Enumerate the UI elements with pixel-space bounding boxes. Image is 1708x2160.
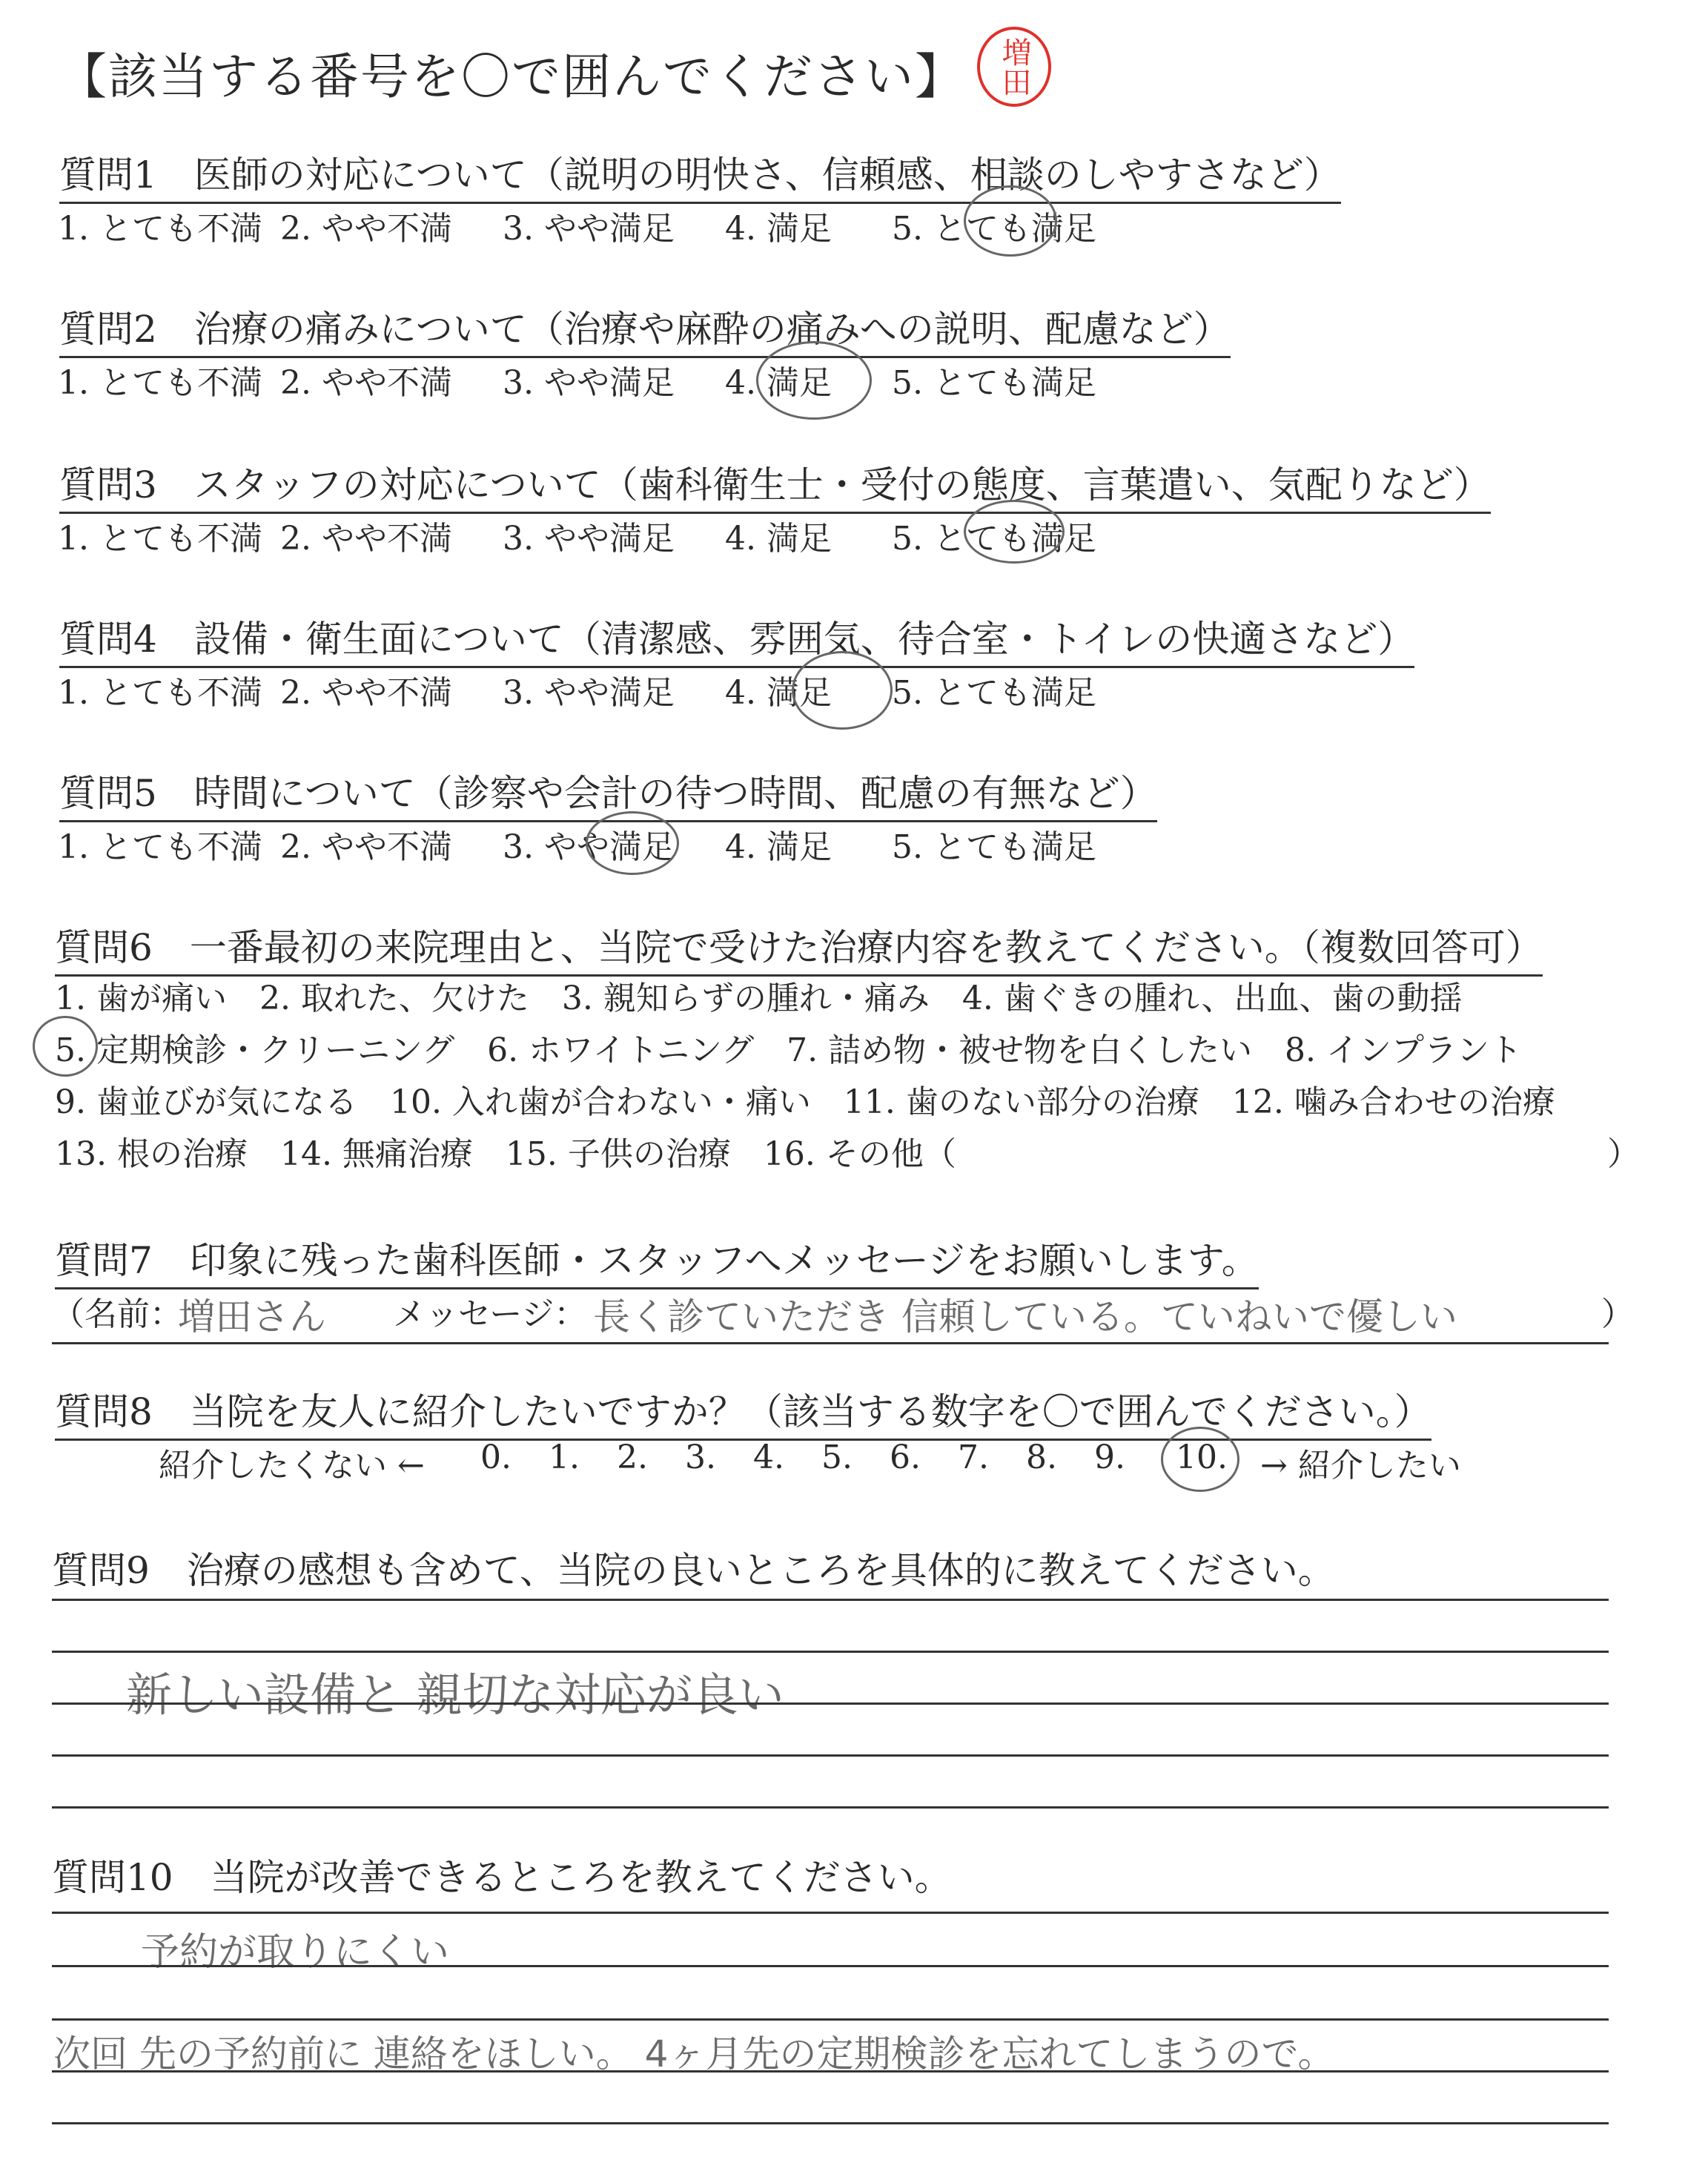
q3-option-4[interactable]: 4. 満足 (725, 520, 832, 558)
q8-scale-2[interactable]: 2. (617, 1439, 648, 1476)
q4-option-2[interactable]: 2. やや不満 (280, 674, 452, 712)
q4-options (58, 666, 1096, 713)
q10-line-1 (52, 1912, 1609, 1914)
q2-options (58, 356, 1096, 403)
q1-heading: 質問1 医師の対応について（説明の明快さ、信頼感、相談のしやすさなど） (59, 145, 1341, 204)
q3-option-3[interactable]: 3. やや満足 (503, 520, 675, 558)
page-title: 【該当する番号を〇で囲んでください】 (58, 48, 965, 105)
q9-line-4 (52, 1754, 1609, 1757)
q5-option-1[interactable]: 1. とても不満 (58, 828, 262, 866)
q6-row-1: 1. 歯が痛い 2. 取れた、欠けた 3. 親知らずの腫れ・痛み 4. 歯ぐきの腫れ、出血、歯の動揺 (55, 980, 1463, 1017)
q2-option-2[interactable]: 2. やや不満 (280, 364, 452, 402)
q6-row-3: 9. 歯並びが気になる 10. 入れ歯が合わない・痛い 11. 歯のない部分の治療 12. 噛み合わせの治療 (55, 1083, 1555, 1121)
q2-option-1[interactable]: 1. とても不満 (58, 364, 262, 402)
q4-heading: 質問4 設備・衛生面について（清潔感、雰囲気、待合室・トイレの快適さなど） (59, 610, 1414, 668)
q8-scale-3[interactable]: 3. (685, 1439, 716, 1476)
name-seal-stamp (977, 27, 1051, 107)
q7-name-value: 増田さん (178, 1295, 326, 1338)
q5-option-3[interactable]: 3. やや満足 (503, 828, 675, 866)
q4-option-3[interactable]: 3. やや満足 (503, 674, 675, 712)
q4-option-5[interactable]: 5. とても満足 (892, 674, 1096, 712)
q8-scale-9[interactable]: 9. (1094, 1439, 1125, 1476)
q2-option-4[interactable]: 4. 満足 (725, 364, 832, 402)
q9-line-2 (52, 1651, 1609, 1653)
q9-line-3 (52, 1702, 1609, 1705)
q9-heading: 質問9 治療の感想も含めて、当院の良いところを具体的に教えてください。 (52, 1549, 1335, 1592)
q10-line-2 (52, 1965, 1609, 1967)
q8-scale-1[interactable]: 1. (549, 1439, 580, 1476)
q5-heading: 質問5 時間について（診察や会計の待つ時間、配慮の有無など） (59, 764, 1157, 822)
q1-option-5[interactable]: 5. とても満足 (892, 210, 1096, 248)
q8-scale-10[interactable]: 10. (1176, 1439, 1228, 1476)
q7-message-label: メッセージ： (393, 1295, 587, 1333)
q3-option-2[interactable]: 2. やや不満 (280, 520, 452, 558)
q10-answer-2: 次回 先の予約前に 連絡をほしい。 4ヶ月先の定期検診を忘れてしまうので。 (53, 2032, 1335, 2075)
q3-answer-circle (964, 500, 1065, 564)
q5-option-5[interactable]: 5. とても満足 (892, 828, 1096, 866)
q8-scale-0[interactable]: 0. (480, 1439, 512, 1476)
q10-line-5 (52, 2122, 1609, 2124)
q4-option-1[interactable]: 1. とても不満 (58, 674, 262, 712)
q10-heading: 質問10 当院が改善できるところを教えてください。 (52, 1856, 952, 1899)
q1-options (58, 202, 1096, 249)
q1-option-1[interactable]: 1. とても不満 (58, 210, 262, 248)
q3-option-1[interactable]: 1. とても不満 (58, 520, 262, 558)
q1-answer-circle (964, 185, 1057, 257)
q1-option-2[interactable]: 2. やや不満 (280, 210, 452, 248)
q7-name-label: （名前： (52, 1295, 182, 1333)
q4-answer-circle (792, 651, 893, 730)
q8-scale-8[interactable]: 8. (1026, 1439, 1057, 1476)
q10-line-4 (52, 2070, 1609, 2073)
q8-left-label: 紹介したくない ← (159, 1447, 425, 1484)
q8-right-label: → 紹介したい (1260, 1447, 1461, 1484)
q8-scale (480, 1439, 1242, 1476)
q6-row-4: 13. 根の治療 14. 無痛治療 15. 子供の治療 16. その他（ (55, 1135, 956, 1173)
q5-options (58, 820, 1096, 868)
q7-message-value: 長く診ていただき 信頼している。ていねいで優しい (593, 1295, 1457, 1338)
q7-underline (52, 1342, 1609, 1344)
q5-option-2[interactable]: 2. やや不満 (280, 828, 452, 866)
q6-answer-circle (33, 1016, 98, 1077)
q9-answer: 新しい設備と 親切な対応が良い (126, 1668, 784, 1722)
seal-text: 増田 (997, 37, 1031, 96)
q7-heading: 質問7 印象に残った歯科医師・スタッフへメッセージをお願いします。 (55, 1231, 1259, 1289)
q8-scale-4[interactable]: 4. (753, 1439, 784, 1476)
q5-answer-circle (586, 811, 679, 875)
q2-answer-circle (756, 341, 872, 420)
q3-heading: 質問3 スタッフの対応について（歯科衛生士・受付の態度、言葉遣い、気配りなど） (59, 455, 1491, 514)
q10-line-3 (52, 2018, 1609, 2021)
q9-line-1 (52, 1599, 1609, 1601)
q4-option-4[interactable]: 4. 満足 (725, 674, 832, 712)
q6-other-close-paren: ） (1607, 1135, 1640, 1173)
q8-scale-5[interactable]: 5. (821, 1439, 853, 1476)
q2-heading: 質問2 治療の痛みについて（治療や麻酔の痛みへの説明、配慮など） (59, 300, 1231, 358)
q3-options (58, 512, 1096, 559)
q1-option-4[interactable]: 4. 満足 (725, 210, 832, 248)
q10-answer-1: 予約が取りにくい (141, 1930, 450, 1975)
q9-line-5 (52, 1806, 1609, 1809)
q8-heading: 質問8 当院を友人に紹介したいですか？（該当する数字を〇で囲んでください。） (55, 1382, 1431, 1441)
q2-option-5[interactable]: 5. とても満足 (892, 364, 1096, 402)
q8-scale-6[interactable]: 6. (890, 1439, 921, 1476)
q8-answer-circle (1161, 1427, 1239, 1492)
q2-option-3[interactable]: 3. やや満足 (503, 364, 675, 402)
q6-heading: 質問6 一番最初の来院理由と、当院で受けた治療内容を教えてください。（複数回答可） (55, 918, 1543, 977)
q6-row-2: 5. 定期検診・クリーニング 6. ホワイトニング 7. 詰め物・被せ物を白くしたい 8. インプラント (55, 1031, 1523, 1069)
q3-option-5[interactable]: 5. とても満足 (892, 520, 1096, 558)
q1-option-3[interactable]: 3. やや満足 (503, 210, 675, 248)
q5-option-4[interactable]: 4. 満足 (725, 828, 832, 866)
q8-scale-7[interactable]: 7. (958, 1439, 989, 1476)
q7-close-paren: ） (1601, 1295, 1634, 1333)
